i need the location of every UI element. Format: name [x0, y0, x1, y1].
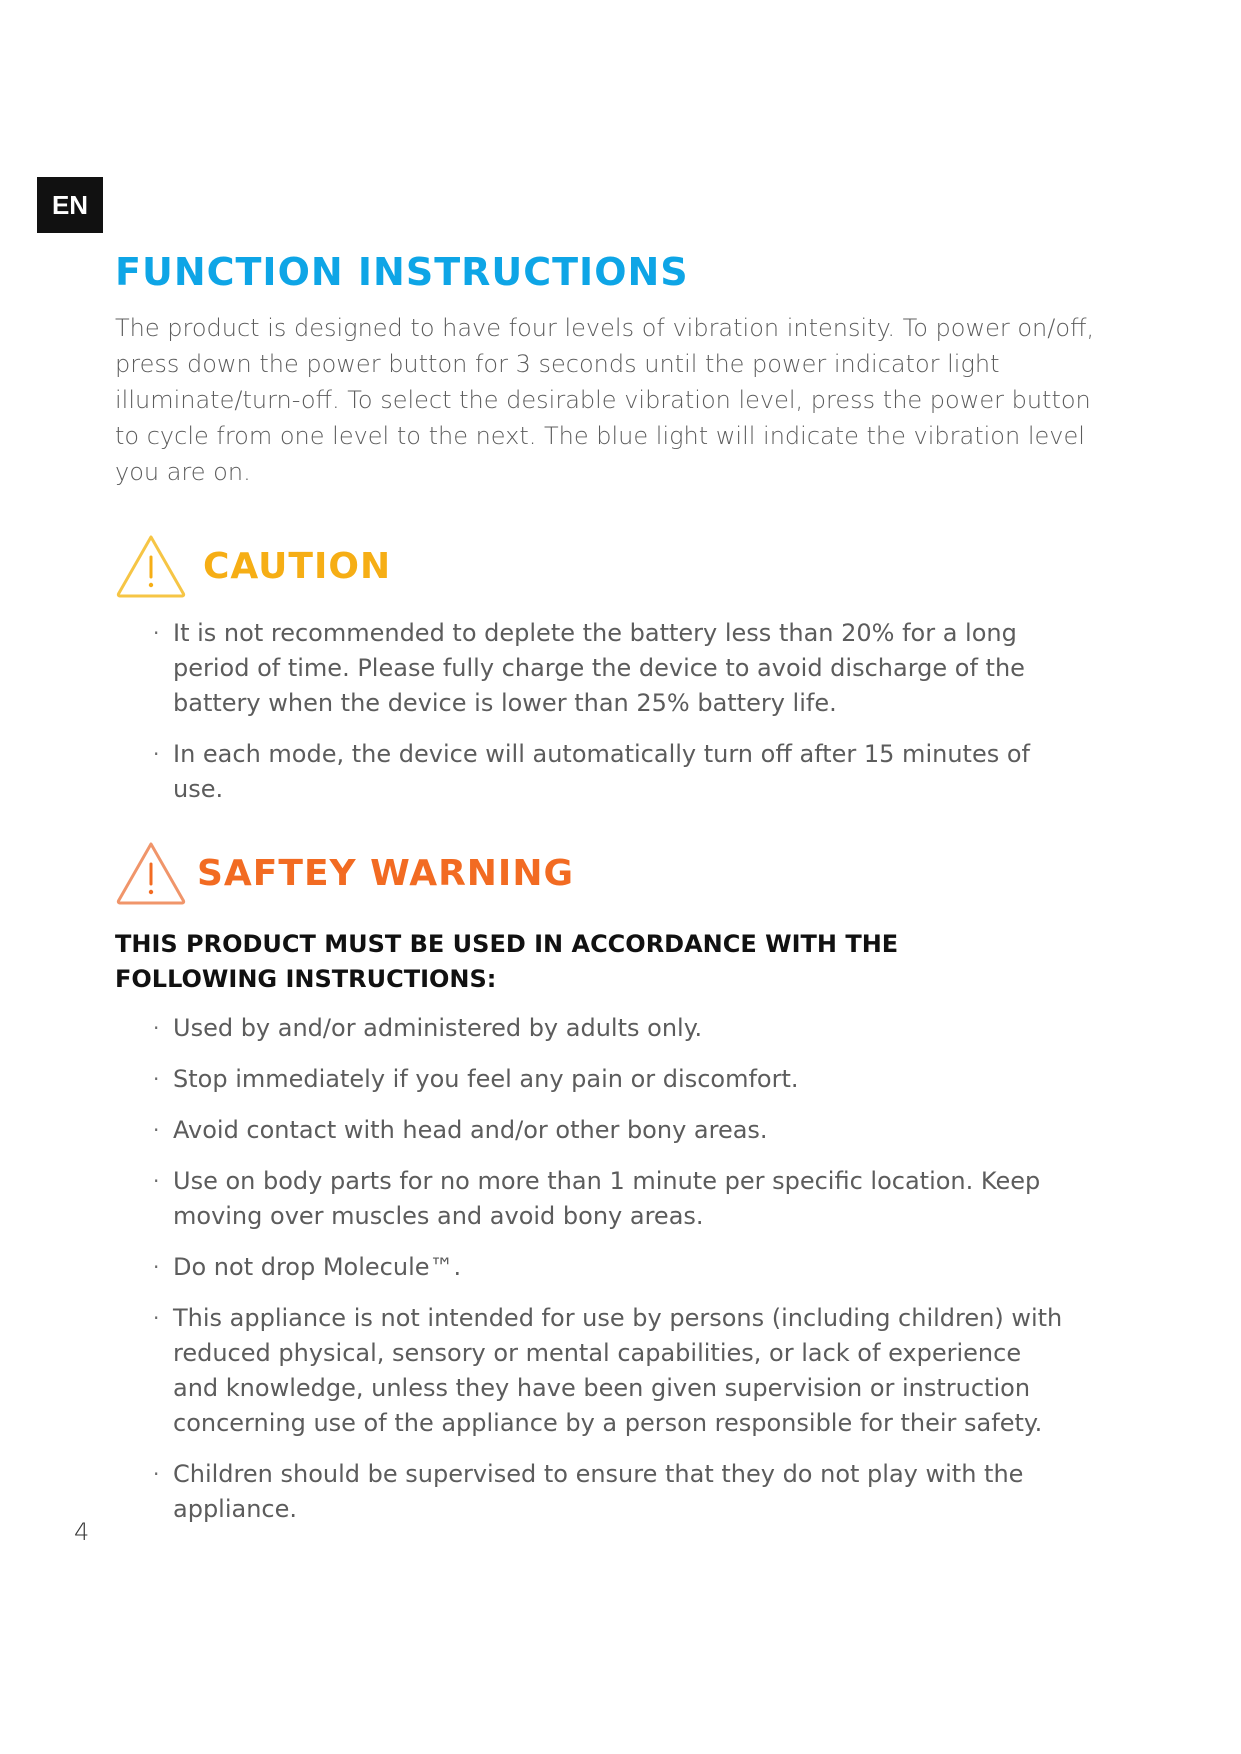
- list-item: · It is not recommended to deplete the battery less than 20% for a long period of time. Please fully charge the device to avoid discharge of the battery when the device is lower than 25% battery life.: [153, 619, 1025, 717]
- list-item: · Used by and/or administered by adults only.: [153, 1014, 703, 1042]
- list-item: · In each mode, the device will automatically turn off after 15 minutes of use.: [153, 740, 1030, 803]
- warning-triangle-icon: [115, 533, 187, 599]
- caution-list: [115, 616, 1115, 807]
- list-item: · This appliance is not intended for use by persons (including children) with reduced physical, sensory or mental capabilities, or lack of experience and knowledge, unless they have been given supervision or instruction concerning use of the appliance by a person responsible for their safety.: [153, 1304, 1063, 1437]
- language-tab: EN: [37, 177, 103, 233]
- list-item: · Use on body parts for no more than 1 minute per specific location. Keep moving over muscles and avoid bony areas.: [153, 1167, 1041, 1230]
- safety-warning-list: [115, 1011, 1115, 1527]
- safety-warning-heading: SAFTEY WARNING: [197, 852, 575, 894]
- caution-heading: CAUTION: [203, 545, 392, 587]
- page-content: [115, 248, 1115, 1543]
- page-number: 4: [74, 1518, 90, 1546]
- function-instructions-heading: FUNCTION INSTRUCTIONS: [115, 250, 689, 294]
- safety-subheading: THIS PRODUCT MUST BE USED IN ACCORDANCE WITH THE FOLLOWING INSTRUCTIONS:: [115, 930, 899, 993]
- list-item: · Children should be supervised to ensure that they do not play with the appliance.: [153, 1460, 1024, 1523]
- list-item: · Do not drop Molecule™.: [153, 1253, 462, 1281]
- list-item: · Avoid contact with head and/or other bony areas.: [153, 1116, 768, 1144]
- list-item: · Stop immediately if you feel any pain or discomfort.: [153, 1065, 799, 1093]
- caution-header: [115, 530, 1115, 602]
- function-instructions-body: The product is designed to have four levels of vibration intensity. To power on/off, press down the power button for 3 seconds until the power indicator light illuminate/turn-off. To select the desirable vibration level, press the power button to cycle from one level to the next. The blue light will indicate the vibration level you are on.: [115, 314, 1095, 486]
- warning-triangle-icon: [115, 840, 187, 906]
- safety-warning-header: [115, 837, 1115, 909]
